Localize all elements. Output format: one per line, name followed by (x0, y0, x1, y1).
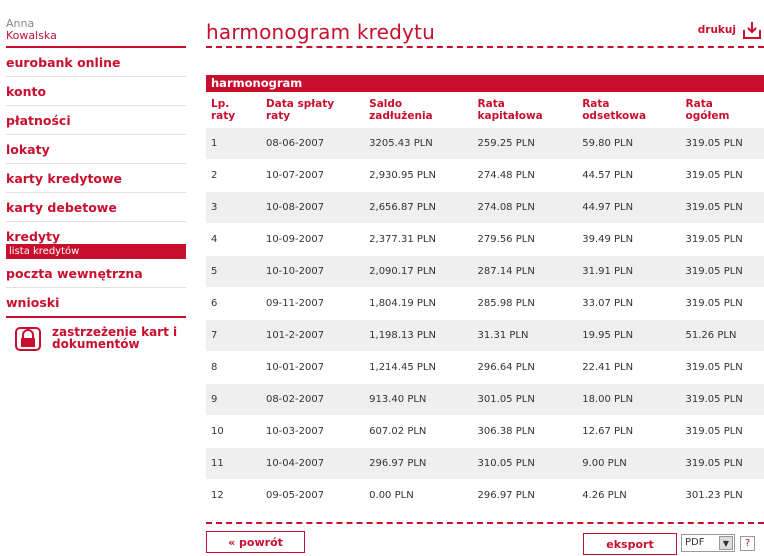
table-row (206, 448, 764, 480)
export-button[interactable]: eksport (583, 533, 677, 555)
cell-balance: 2,377.31 PLN (364, 224, 472, 256)
nav-subitem-lista-kredytow[interactable]: lista kredytów (6, 244, 186, 259)
footer-divider (206, 522, 764, 524)
table-row (206, 384, 764, 416)
cell-principal: 287.14 PLN (473, 256, 578, 288)
col-header-date: Data spłaty raty (265, 97, 335, 122)
cell-lp: 10 (206, 416, 261, 448)
cell-interest: 4.26 PLN (577, 480, 680, 512)
cell-principal: 274.08 PLN (473, 192, 578, 224)
cell-interest: 44.57 PLN (577, 160, 680, 192)
cell-lp: 9 (206, 384, 261, 416)
cell-date: 10-10-2007 (261, 256, 364, 288)
block-cards-label-line1: zastrzeżenie kart i (52, 325, 178, 339)
cell-lp: 8 (206, 352, 261, 384)
cell-principal: 279.56 PLN (473, 224, 578, 256)
user-name (6, 0, 186, 48)
cell-date: 10-03-2007 (261, 416, 364, 448)
col-header-total: Rata ogółem (685, 97, 730, 122)
cell-total: 319.05 PLN (681, 256, 764, 288)
cell-date: 08-06-2007 (261, 128, 364, 160)
cell-total: 319.05 PLN (681, 288, 764, 320)
panel-title: harmonogram (206, 75, 764, 92)
cell-balance: 1,804.19 PLN (364, 288, 472, 320)
cell-lp: 5 (206, 256, 261, 288)
nav-item-poczta-wewnetrzna[interactable]: poczta wewnętrzna (6, 259, 186, 288)
col-header-principal: Rata kapitałowa (477, 97, 543, 122)
cell-lp: 1 (206, 128, 261, 160)
title-divider (206, 46, 764, 48)
cell-lp: 4 (206, 224, 261, 256)
col-header-balance: Saldo zadłużenia (369, 97, 433, 122)
export-format-value: PDF (685, 537, 705, 548)
cell-principal: 310.05 PLN (473, 448, 578, 480)
cell-balance: 607.02 PLN (364, 416, 472, 448)
table-row (206, 160, 764, 192)
cell-lp: 3 (206, 192, 261, 224)
cell-date: 10-09-2007 (261, 224, 364, 256)
cell-total: 319.05 PLN (681, 352, 764, 384)
table-header-row (206, 92, 764, 128)
export-format-select[interactable] (681, 534, 735, 552)
col-header-lp: Lp. raty (211, 97, 236, 122)
cell-balance: 3205.43 PLN (364, 128, 472, 160)
nav-item-wnioski[interactable]: wnioski (6, 288, 186, 318)
block-cards-link[interactable] (6, 326, 186, 352)
cell-lp: 6 (206, 288, 261, 320)
cell-balance: 2,930.95 PLN (364, 160, 472, 192)
print-icon (742, 20, 762, 40)
cell-lp: 11 (206, 448, 261, 480)
cell-interest: 31.91 PLN (577, 256, 680, 288)
cell-total: 319.05 PLN (681, 384, 764, 416)
cell-total: 319.05 PLN (681, 160, 764, 192)
table-row (206, 480, 764, 512)
nav-item-lokaty[interactable]: lokaty (6, 135, 186, 164)
cell-interest: 19.95 PLN (577, 320, 680, 352)
cell-date: 10-04-2007 (261, 448, 364, 480)
table-row (206, 128, 764, 160)
cell-principal: 306.38 PLN (473, 416, 578, 448)
cell-principal: 31.31 PLN (473, 320, 578, 352)
lock-icon (14, 326, 42, 352)
cell-interest: 18.00 PLN (577, 384, 680, 416)
cell-principal: 296.97 PLN (473, 480, 578, 512)
nav-item-platnosci[interactable]: płatności (6, 106, 186, 135)
page-title: harmonogram kredytu (206, 20, 435, 44)
col-header-interest: Rata odsetkowa (582, 97, 647, 122)
cell-balance: 2,656.87 PLN (364, 192, 472, 224)
user-first-name: Anna (6, 17, 35, 30)
cell-date: 10-01-2007 (261, 352, 364, 384)
table-row (206, 192, 764, 224)
cell-date: 10-08-2007 (261, 192, 364, 224)
cell-total: 319.05 PLN (681, 416, 764, 448)
table-row (206, 416, 764, 448)
cell-balance: 0.00 PLN (364, 480, 472, 512)
cell-lp: 12 (206, 480, 261, 512)
cell-interest: 39.49 PLN (577, 224, 680, 256)
cell-principal: 274.48 PLN (473, 160, 578, 192)
cell-interest: 59.80 PLN (577, 128, 680, 160)
cell-principal: 296.64 PLN (473, 352, 578, 384)
cell-date: 101-2-2007 (261, 320, 364, 352)
cell-date: 10-07-2007 (261, 160, 364, 192)
help-button[interactable]: ? (740, 536, 755, 551)
cell-total: 319.05 PLN (681, 224, 764, 256)
cell-date: 09-05-2007 (261, 480, 364, 512)
nav-item-eurobank-online[interactable]: eurobank online (6, 48, 186, 77)
cell-balance: 1,214.45 PLN (364, 352, 472, 384)
cell-total: 301.23 PLN (681, 480, 764, 512)
cell-interest: 22.41 PLN (577, 352, 680, 384)
cell-principal: 301.05 PLN (473, 384, 578, 416)
cell-balance: 2,090.17 PLN (364, 256, 472, 288)
table-row (206, 288, 764, 320)
cell-interest: 9.00 PLN (577, 448, 680, 480)
cell-total: 319.05 PLN (681, 192, 764, 224)
print-label: drukuj (697, 24, 736, 36)
cell-principal: 285.98 PLN (473, 288, 578, 320)
cell-lp: 7 (206, 320, 261, 352)
cell-balance: 913.40 PLN (364, 384, 472, 416)
block-cards-label-line2: dokumentów (52, 337, 140, 351)
table-row (206, 320, 764, 352)
cell-date: 09-11-2007 (261, 288, 364, 320)
nav-item-karty-debetowe[interactable]: karty debetowe (6, 193, 186, 222)
print-button[interactable] (698, 20, 762, 40)
cell-interest: 33.07 PLN (577, 288, 680, 320)
sidebar (6, 0, 186, 352)
user-last-name: Kowalska (6, 29, 57, 42)
cell-balance: 296.97 PLN (364, 448, 472, 480)
back-button[interactable]: « powrót (206, 531, 305, 553)
cell-date: 08-02-2007 (261, 384, 364, 416)
nav-item-konto[interactable]: konto (6, 77, 186, 106)
table-row (206, 352, 764, 384)
cell-total: 51.26 PLN (681, 320, 764, 352)
cell-interest: 44.97 PLN (577, 192, 680, 224)
nav-item-kredyty[interactable]: kredyty (6, 229, 61, 244)
nav-item-karty-kredytowe[interactable]: karty kredytowe (6, 164, 186, 193)
cell-interest: 12.67 PLN (577, 416, 680, 448)
cell-lp: 2 (206, 160, 261, 192)
table-row (206, 224, 764, 256)
cell-total: 319.05 PLN (681, 128, 764, 160)
cell-principal: 259.25 PLN (473, 128, 578, 160)
table-row (206, 256, 764, 288)
block-cards-label (52, 326, 177, 350)
cell-total: 319.05 PLN (681, 448, 764, 480)
chevron-down-icon: ▼ (719, 536, 733, 550)
cell-balance: 1,198.13 PLN (364, 320, 472, 352)
schedule-table (206, 92, 764, 511)
